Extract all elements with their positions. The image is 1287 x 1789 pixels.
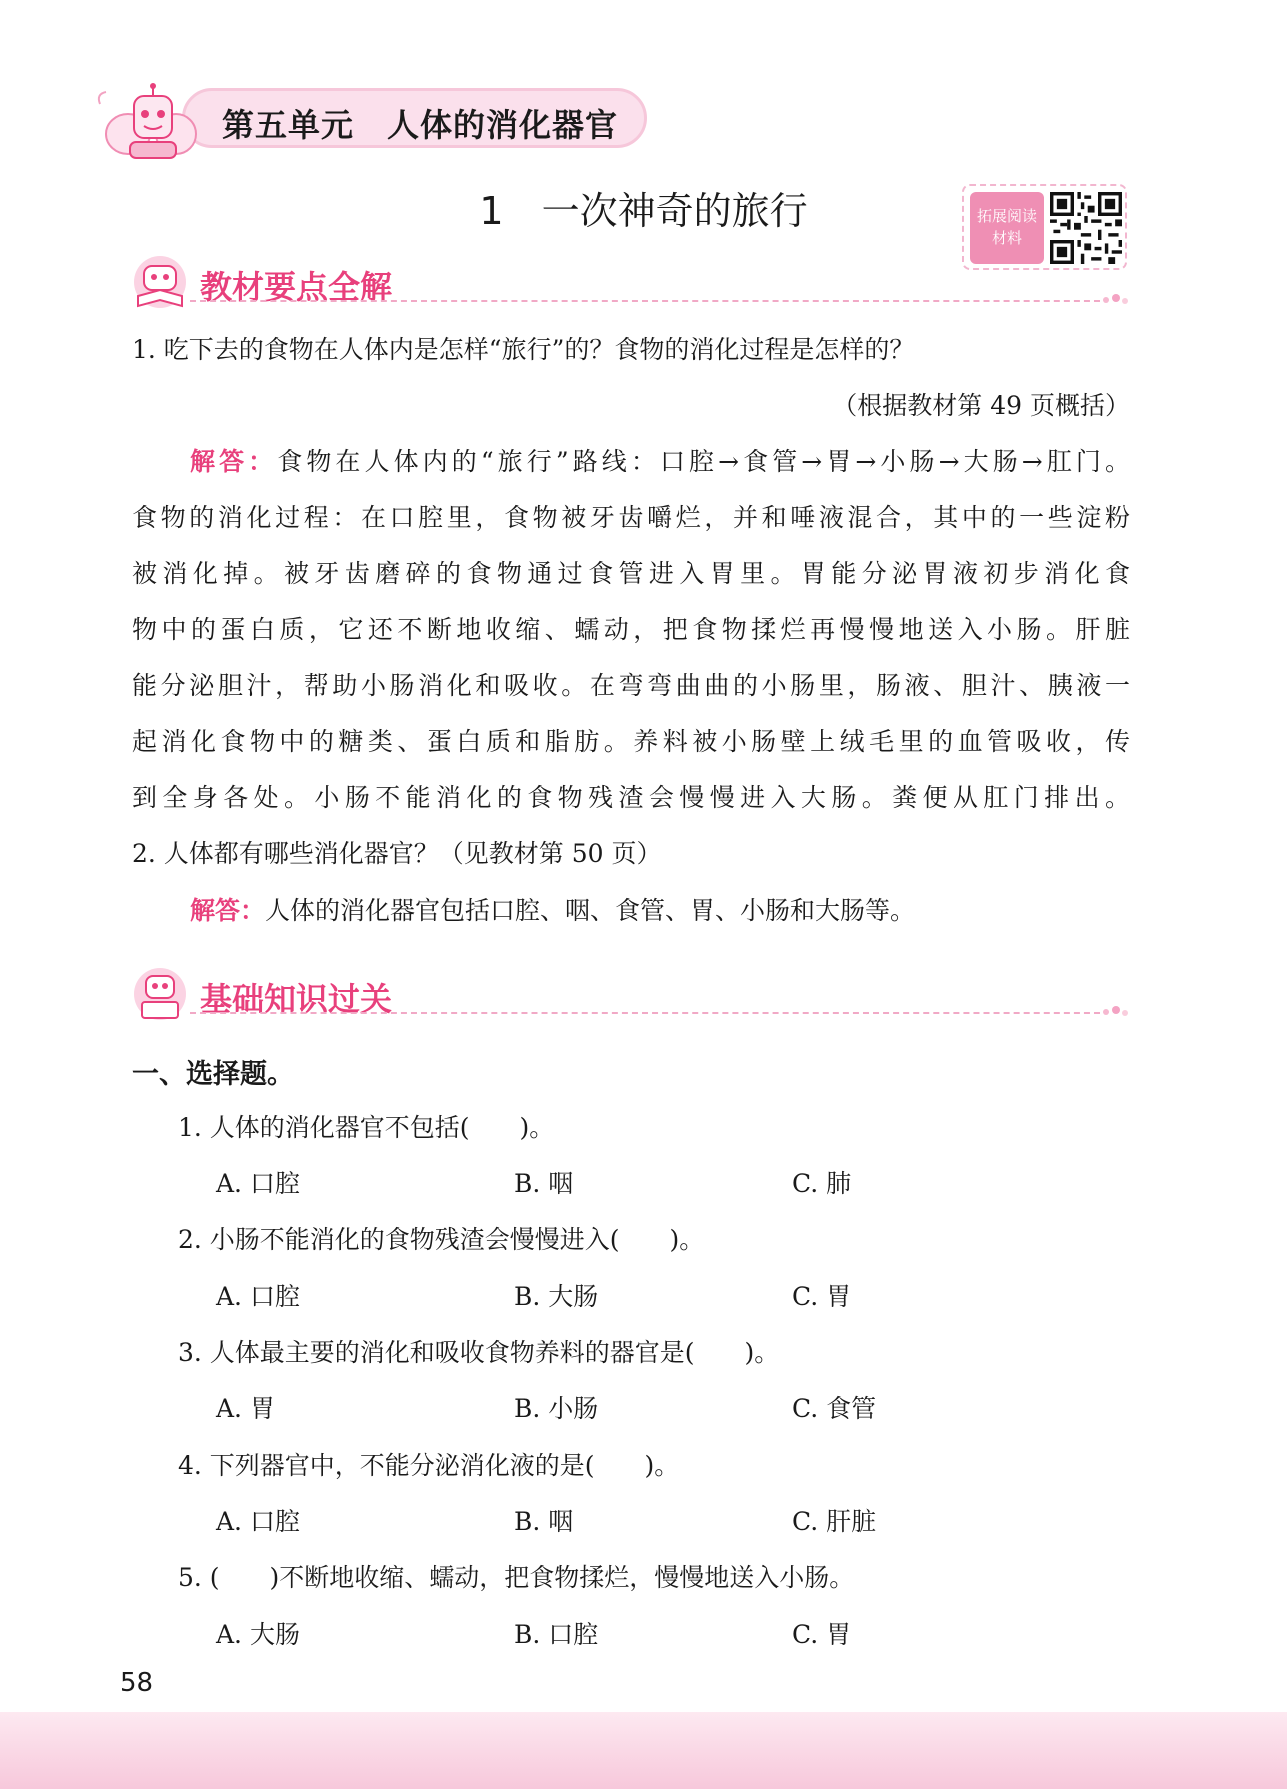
option-3-a[interactable]: A. 胃	[216, 1394, 275, 1423]
unit-banner	[92, 82, 652, 156]
exercise-question-5: 5. ( )不断地收缩、蠕动，把食物揉烂，慢慢地送入小肠。	[178, 1563, 855, 1592]
section-title: 教材要点全解	[200, 268, 393, 306]
answer-1-line-2: 食物的消化过程：在口腔里，食物被牙齿嚼烂，并和唾液混合，其中的一些淀粉	[132, 503, 1130, 532]
option-2-a[interactable]: A. 口腔	[216, 1282, 300, 1311]
answer-label: 解答：	[190, 896, 266, 925]
qr-label: 拓展阅读材料	[970, 192, 1044, 264]
option-1-c[interactable]: C. 肺	[792, 1169, 852, 1198]
section-key-points	[130, 252, 1130, 312]
option-4-c[interactable]: C. 肝脏	[792, 1507, 877, 1536]
exercise-heading: 一、选择题。	[132, 1059, 294, 1090]
exercise-question-1: 1. 人体的消化器官不包括( )。	[178, 1113, 555, 1142]
dashed-divider	[190, 300, 1100, 302]
option-2-c[interactable]: C. 胃	[792, 1282, 852, 1311]
option-4-b[interactable]: B. 咽	[514, 1507, 574, 1536]
answer-1-line-7: 到全身各处。小肠不能消化的食物残渣会慢慢进入大肠。粪便从肛门排出。	[132, 783, 1130, 812]
question-1-source: （根据教材第 49 页概括）	[832, 391, 1130, 420]
answer-1-line-3: 被消化掉。被牙齿磨碎的食物通过食管进入胃里。胃能分泌胃液初步消化食	[132, 559, 1130, 588]
answer-1-line-6: 起消化食物中的糖类、蛋白质和脂肪。养料被小肠壁上绒毛里的血管吸收，传	[132, 727, 1130, 756]
option-2-b[interactable]: B. 大肠	[514, 1282, 599, 1311]
option-5-c[interactable]: C. 胃	[792, 1620, 852, 1649]
mascot-reading-icon	[130, 964, 196, 1024]
option-3-c[interactable]: C. 食管	[792, 1394, 877, 1423]
question-2-text: 2. 人体都有哪些消化器官？（见教材第 50 页）	[132, 839, 662, 868]
lesson-title: 1 一次神奇的旅行	[479, 189, 808, 233]
robot-mascot-icon	[92, 82, 212, 162]
exercise-question-2: 2. 小肠不能消化的食物残渣会慢慢进入( )。	[178, 1225, 705, 1254]
answer-2-line: 解答：人体的消化器官包括口腔、咽、食管、胃、小肠和大肠等。	[190, 896, 916, 925]
answer-label: 解答：	[190, 447, 278, 476]
dots-ornament-icon	[1100, 1004, 1130, 1020]
section-title: 基础知识过关	[200, 980, 393, 1018]
exercise-question-4: 4. 下列器官中，不能分泌消化液的是( )。	[178, 1451, 680, 1480]
option-1-b[interactable]: B. 咽	[514, 1169, 574, 1198]
option-5-b[interactable]: B. 口腔	[514, 1620, 599, 1649]
page-number: 58	[120, 1668, 154, 1698]
mascot-book-icon	[130, 252, 196, 312]
answer-1-line-5: 能分泌胆汁，帮助小肠消化和吸收。在弯弯曲曲的小肠里，肠液、胆汁、胰液一	[132, 671, 1130, 700]
option-4-a[interactable]: A. 口腔	[216, 1507, 300, 1536]
option-5-a[interactable]: A. 大肠	[216, 1620, 300, 1649]
question-1-text: 1. 吃下去的食物在人体内是怎样“旅行”的？食物的消化过程是怎样的？	[132, 335, 915, 364]
answer-1-line-1: 解答：食物在人体内的“旅行”路线：口腔→食管→胃→小肠→大肠→肛门。	[190, 447, 1130, 476]
option-3-b[interactable]: B. 小肠	[514, 1394, 599, 1423]
exercise-question-3: 3. 人体最主要的消化和吸收食物养料的器官是( )。	[178, 1338, 780, 1367]
section-basic-knowledge	[130, 964, 1130, 1024]
unit-title: 第五单元 人体的消化器官	[222, 106, 619, 144]
answer-1-line-4: 物中的蛋白质，它还不断地收缩、蠕动，把食物揉烂再慢慢地送入小肠。肝脏	[132, 615, 1130, 644]
dots-ornament-icon	[1100, 292, 1130, 308]
option-1-a[interactable]: A. 口腔	[216, 1169, 300, 1198]
footer-band	[0, 1712, 1287, 1789]
dashed-divider	[190, 1012, 1100, 1014]
